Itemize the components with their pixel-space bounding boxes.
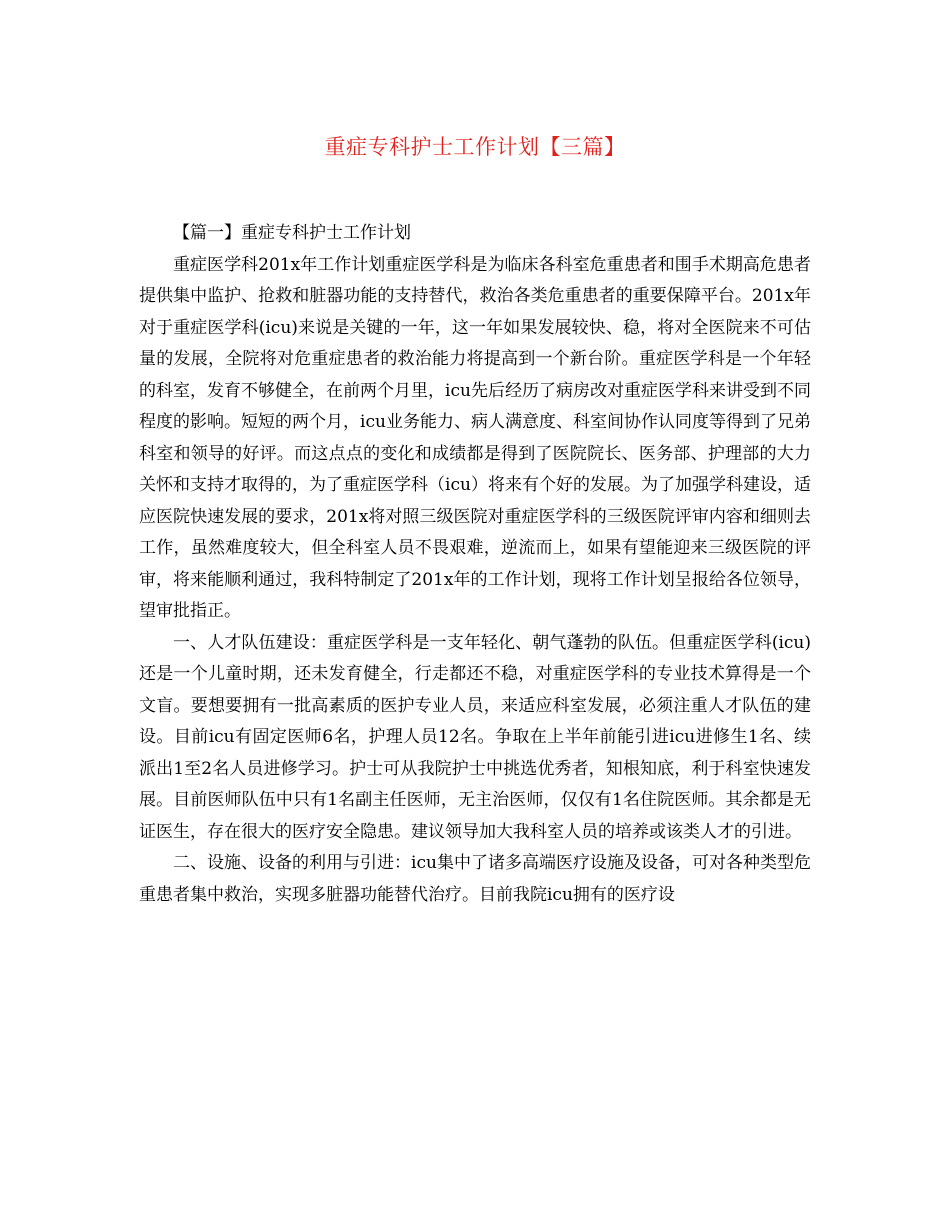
paragraph: 二、设施、设备的利用与引进：icu集中了诸多高端医疗设施及设备，可对各种类型危重患者集中救治，实现多脏器功能替代治疗。目前我院icu拥有的医疗设 [139,853,811,905]
paragraph: 一、人才队伍建设：重症医学科是一支年轻化、朝气蓬勃的队伍。但重症医学科(icu)还是一个儿童时期，还未发育健全，行走都还不稳，对重症医学科的专业技术算得是一个文盲。要想要拥有一批高素质的医护专业人员，来适应科室发展，必须注重人才队伍的建设。目前icu有固定医师6名，护理人员12名。争取在上半年前能引进icu进修生1名、续派出1至2名人员进修学习。护士可从我院护士中挑选优秀者，知根知底，利于科室快速发展。目前医师队伍中只有1名副主任医师，无主治医师，仅仅有1名住院医师。其余都是无证医生，存在很大的医疗安全隐患。建议领导加大我科室人员的培养或该类人才的引进。 [139,632,811,842]
document-title: 重症专科护士工作计划【三篇】 [324,135,626,159]
paragraph: 重症医学科201x年工作计划重症医学科是为临床各科室危重患者和围手术期高危患者提供集中监护、抢救和脏器功能的支持替代，救治各类危重患者的重要保障平台。201x年对于重症医学科(icu)来说是关键的一年，这一年如果发展较快、稳，将对全医院来不可估量的发展，全院将对危重症患者的救治能力将提高到一个新台阶。重症医学科是一个年轻的科室，发育不够健全，在前两个月里，icu先后经历了病房改对重症医学科来讲受到不同程度的影响。短短的两个月，icu业务能力、病人满意度、科室间协作认同度等得到了兄弟科室和领导的好评。而这点点的变化和成绩都是得到了医院院长、医务部、护理部的大力关怀和支持才取得的，为了重症医学科（icu）将来有个好的发展。为了加强学科建设，适应医院快速发展的要求，201x将对照三级医院对重症医学科的三级医院评审内容和细则去工作，虽然难度较大，但全科室人员不畏艰难，逆流而上，如果有望能迎来三级医院的评审，将来能顺利通过，我科特制定了201x年的工作计划，现将工作计划呈报给各位领导，望审批指正。 [139,254,811,621]
document-body [139,218,811,911]
section-heading: 【篇一】重症专科护士工作计划 [173,223,411,243]
